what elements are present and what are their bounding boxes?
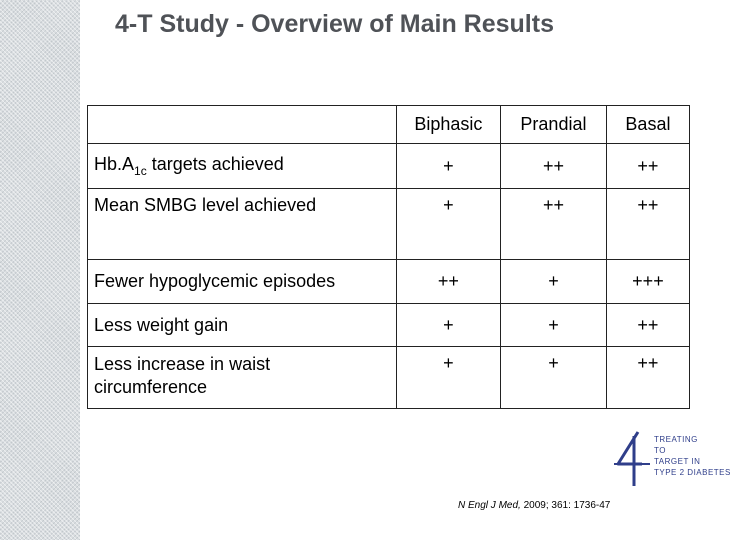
cell-value: + xyxy=(501,260,607,304)
logo-line: TARGET IN xyxy=(654,457,701,466)
cell-value: ++ xyxy=(606,189,689,260)
cell-value: ++ xyxy=(606,304,689,347)
cell-value: ++ xyxy=(606,347,689,409)
cell-value: + xyxy=(501,304,607,347)
results-table xyxy=(87,105,690,409)
logo-text xyxy=(654,434,731,478)
decorative-side-strip xyxy=(0,0,80,540)
cell-value: + xyxy=(396,304,500,347)
logo-line: TO xyxy=(654,446,666,455)
cell-value: ++ xyxy=(606,144,689,189)
row-label-waist: Less increase in waist circumference xyxy=(88,347,397,409)
logo-line: TREATING xyxy=(654,435,698,444)
cell-value: ++ xyxy=(501,144,607,189)
4t-logo xyxy=(612,430,731,490)
header-prandial: Prandial xyxy=(501,106,607,144)
table-row xyxy=(88,347,690,409)
cell-value: + xyxy=(396,144,500,189)
header-biphasic: Biphasic xyxy=(396,106,500,144)
cell-value: +++ xyxy=(606,260,689,304)
table-row xyxy=(88,304,690,347)
citation xyxy=(458,500,610,511)
citation-details: 2009; 361: 1736-47 xyxy=(520,500,611,511)
cell-value: + xyxy=(396,347,500,409)
row-label-hypoglycemic: Fewer hypoglycemic episodes xyxy=(88,260,397,304)
table-row xyxy=(88,189,690,260)
slide-title: 4-T Study - Overview of Main Results xyxy=(115,10,554,38)
logo-4-mark-icon xyxy=(612,430,654,488)
header-empty-cell xyxy=(88,106,397,144)
cell-value: + xyxy=(396,189,500,260)
cell-value: ++ xyxy=(396,260,500,304)
cell-value: + xyxy=(501,347,607,409)
cell-value: ++ xyxy=(501,189,607,260)
table-row xyxy=(88,144,690,189)
row-label-hba1c: $Hb.A_{1c}$ targets achieved xyxy=(88,144,397,189)
logo-line: TYPE 2 DIABETES xyxy=(654,468,731,477)
table-row xyxy=(88,260,690,304)
row-label-weight: Less weight gain xyxy=(88,304,397,347)
row-label-smbg: Mean SMBG level achieved xyxy=(88,189,397,260)
header-basal: Basal xyxy=(606,106,689,144)
table-header-row xyxy=(88,106,690,144)
citation-journal: N Engl J Med, xyxy=(458,500,521,511)
